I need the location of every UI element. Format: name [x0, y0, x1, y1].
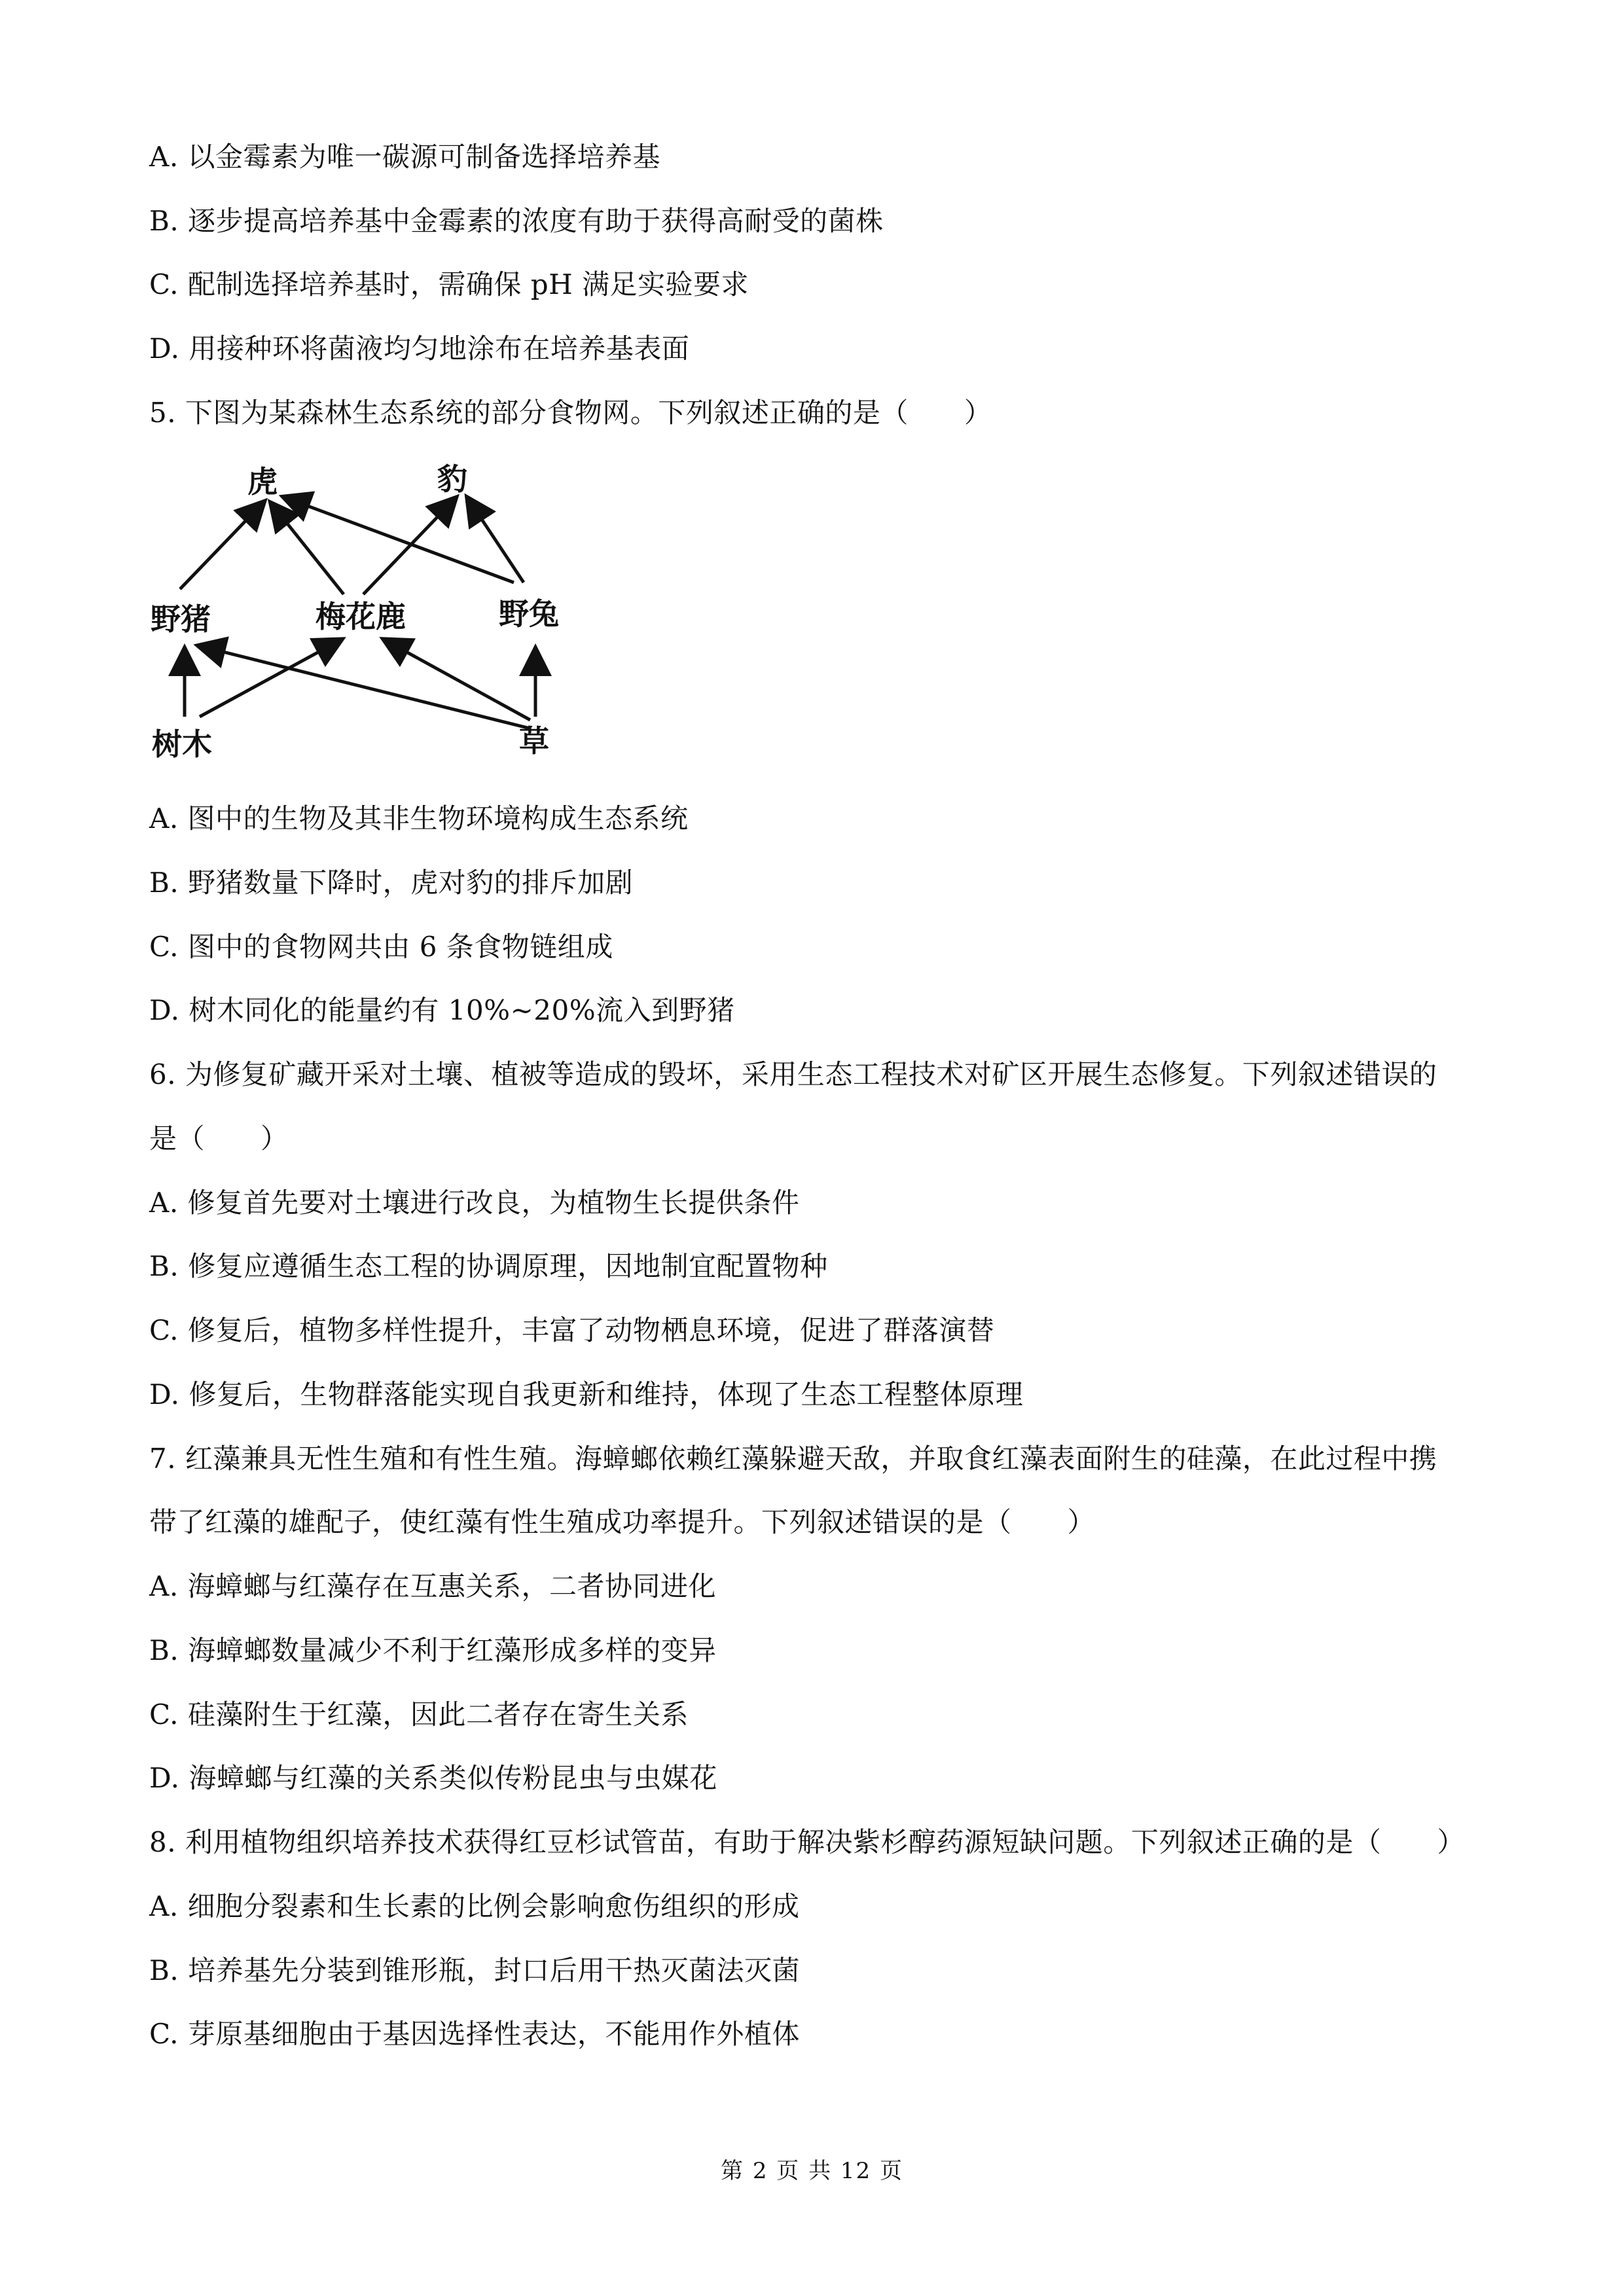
arrow-boar-to-tiger [180, 503, 263, 589]
arrow-grass-to-boar [200, 646, 530, 728]
q6-stem-line-2: 是（ ） [149, 1122, 289, 1155]
q4-option-a: A. 以金霉素为唯一碳源可制备选择培养基 [149, 141, 661, 173]
q8-stem: 8. 利用植物组织培养技术获得红豆杉试管苗，有助于解决紫杉醇药源短缺问题。下列叙述正确的是（ ） [149, 1826, 1465, 1858]
q6-option-d: D. 修复后，生物群落能实现自我更新和维持，体现了生态工程整体原理 [149, 1378, 1024, 1410]
q7-option-b: B. 海蟑螂数量减少不利于红藻形成多样的变异 [149, 1634, 717, 1666]
arrow-deer-to-tiger [272, 504, 344, 594]
node-leopard: 豹 [437, 461, 467, 497]
node-trees: 树木 [152, 726, 212, 762]
node-boar: 野猪 [151, 601, 211, 637]
q5-option-d: D. 树木同化的能量约有 10%~20%流入到野猪 [149, 994, 735, 1026]
q7-option-a: A. 海蟑螂与红藻存在互惠关系，二者协同进化 [149, 1570, 717, 1602]
arrow-grass-to-deer [385, 640, 530, 720]
node-deer: 梅花鹿 [316, 599, 406, 634]
arrow-hare-to-tiger [285, 497, 514, 583]
q4-option-b: B. 逐步提高培养基中金霉素的浓度有助于获得高耐受的菌株 [149, 205, 884, 237]
q4-option-c: C. 配制选择培养基时，需确保 pH 满足实验要求 [149, 268, 749, 300]
node-tiger: 虎 [247, 464, 278, 499]
node-grass: 草 [519, 723, 549, 759]
q7-option-c: C. 硅藻附生于红藻，因此二者存在寄生关系 [149, 1698, 689, 1731]
q5-stem: 5. 下图为某森林生态系统的部分食物网。下列叙述正确的是（ ） [149, 397, 992, 429]
q6-option-a: A. 修复首先要对土壤进行改良，为植物生长提供条件 [149, 1187, 800, 1219]
page-footer: 第 2 页 共 12 页 [721, 2158, 903, 2184]
node-hare: 野兔 [499, 596, 559, 632]
q8-option-c: C. 芽原基细胞由于基因选择性表达，不能用作外植体 [149, 2018, 800, 2050]
q7-stem-line-1: 7. 红藻兼具无性生殖和有性生殖。海蟑螂依赖红藻躲避天敌，并取食红藻表面附生的硅藻，在此过程中携 [149, 1443, 1437, 1475]
q8-option-a: A. 细胞分裂素和生长素的比例会影响愈伤组织的形成 [149, 1890, 800, 1922]
q4-option-d: D. 用接种环将菌液均匀地涂布在培养基表面 [149, 332, 690, 365]
q5-option-b: B. 野猪数量下降时，虎对豹的排斥加剧 [149, 867, 634, 899]
q8-option-b: B. 培养基先分装到锥形瓶，封口后用干热灭菌法灭菌 [149, 1954, 801, 1986]
q6-option-c: C. 修复后，植物多样性提升，丰富了动物栖息环境，促进了群落演替 [149, 1314, 995, 1346]
q5-option-a: A. 图中的生物及其非生物环境构成生态系统 [149, 802, 689, 834]
q7-stem-line-2: 带了红藻的雄配子，使红藻有性生殖成功率提升。下列叙述错误的是（ ） [149, 1506, 1096, 1538]
q6-stem-line-1: 6. 为修复矿藏开采对土壤、植被等造成的毁坏，采用生态工程技术对矿区开展生态修复。下列叙述错误的 [149, 1058, 1437, 1090]
food-web-diagram [144, 452, 602, 779]
q7-option-d: D. 海蟑螂与红藻的关系类似传粉昆虫与虫媒花 [149, 1762, 717, 1794]
q5-option-c: C. 图中的食物网共由 6 条食物链组成 [149, 931, 613, 963]
arrow-deer-to-leopard [363, 499, 455, 594]
q6-option-b: B. 修复应遵循生态工程的协调原理，因地制宜配置物种 [149, 1250, 828, 1282]
